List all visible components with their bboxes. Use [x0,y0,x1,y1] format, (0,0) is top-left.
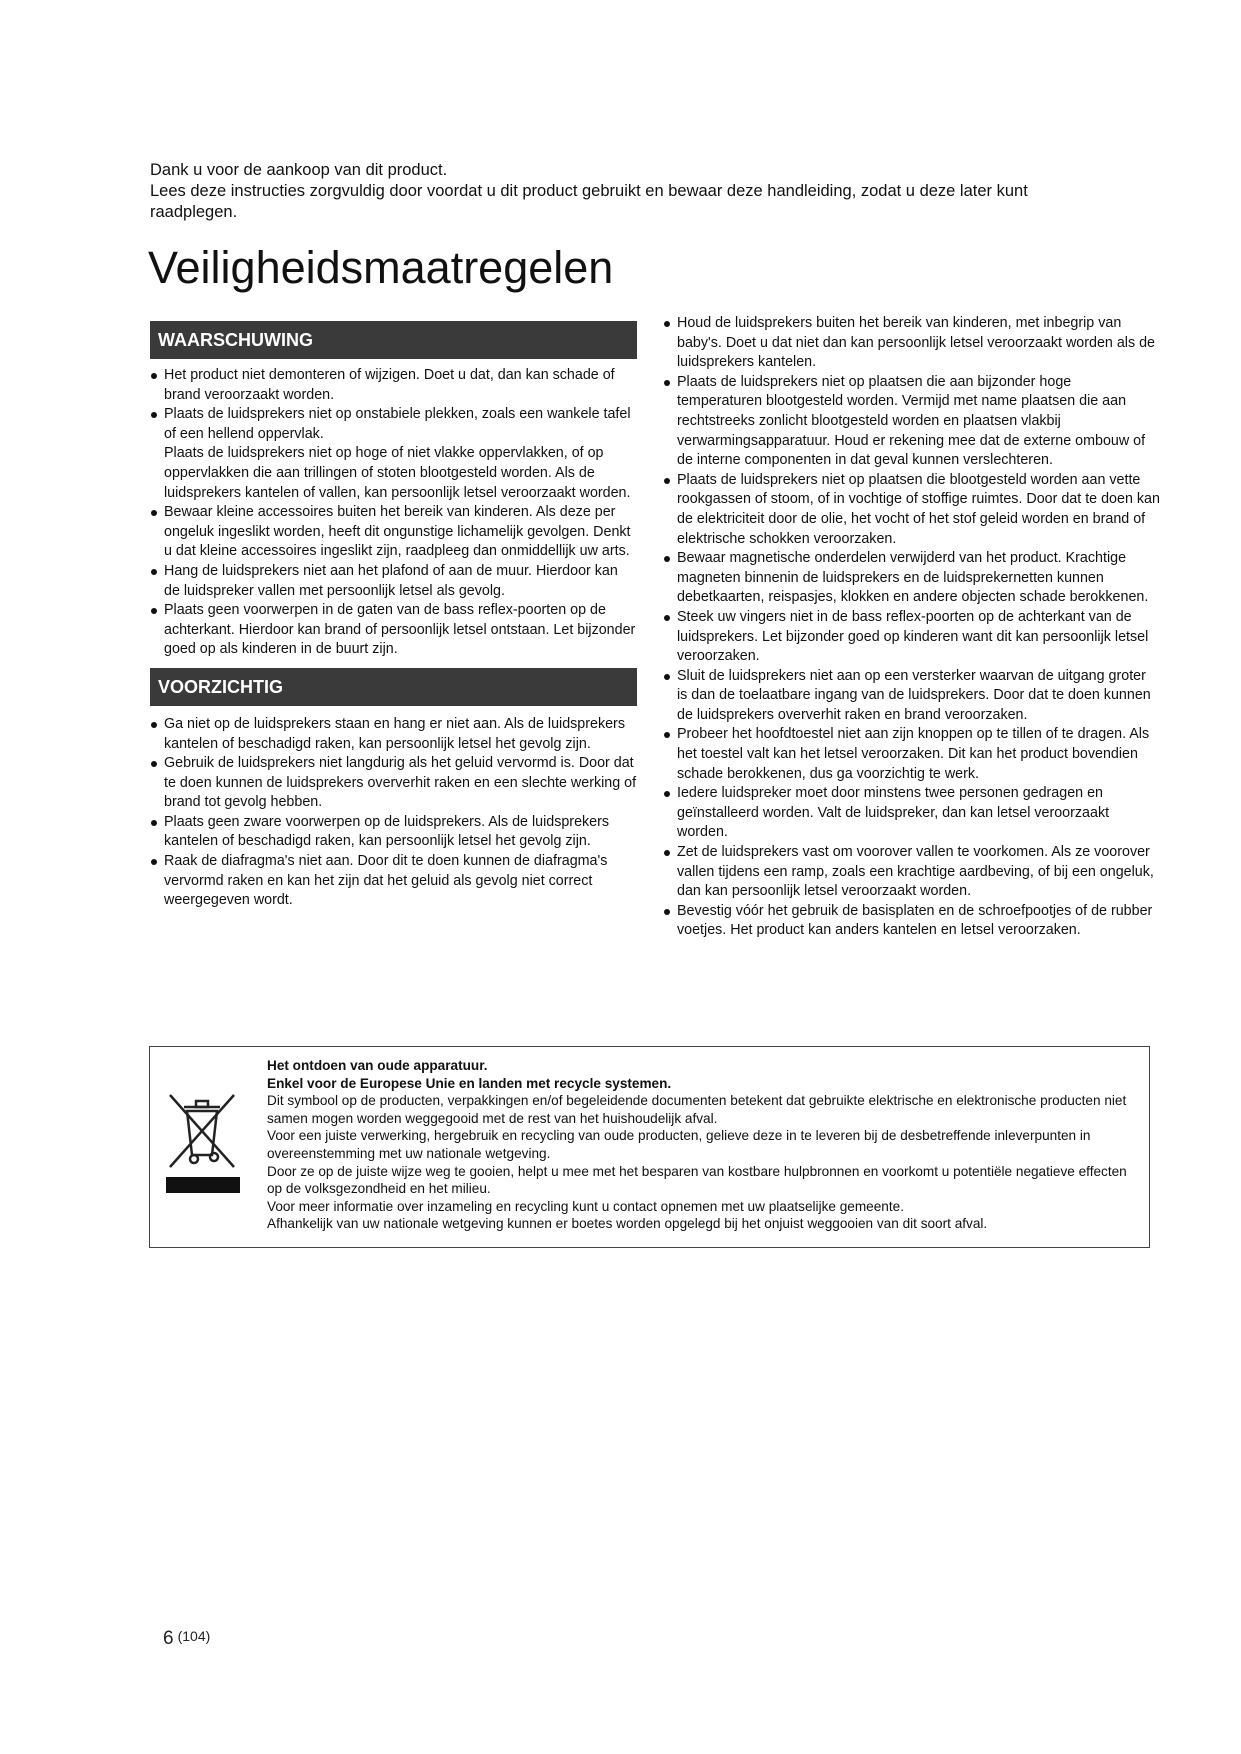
list-item: Probeer het hoofdtoestel niet aan zijn knoppen op te tillen of te dragen. Als het toestel valt kan het letsel veroorzaken. Dit kan het product bovendien schade berokkenen, dus ga voorzichtig te werk. [663,725,1160,784]
caution-heading: VOORZICHTIG [150,668,637,706]
list-item: Bewaar kleine accessoires buiten het bereik van kinderen. Als deze per ongeluk ingeslikt worden, heeft dit ongunstige lichamelijk gevolgen. Denkt u dat kleine accessoires ingeslikt zijn, raadpleeg dan onmiddellijk uw arts. [150,503,637,562]
right-column [663,314,1160,941]
list-item: Gebruik de luidsprekers niet langdurig als het geluid vervormd is. Door dat te doen kunnen de luidsprekers oververhit raken en een slechte werking of brand tot gevolg hebben. [150,754,637,813]
list-item: Houd de luidsprekers buiten het bereik van kinderen, met inbegrip van baby's. Doet u dat niet dan kan persoonlijk letsel veroorzaakt worden als de luidsprekers kantelen. [663,314,1160,373]
disposal-paragraph: Voor meer informatie over inzameling en recycling kunt u contact opnemen met uw plaatselijke gemeente. [267,1198,904,1214]
page-number [163,1628,210,1650]
list-item: Plaats de luidsprekers niet op plaatsen die blootgesteld worden aan vette rookgassen of stoom, of in vochtige of stoffige ruimtes. Door dat te doen kan de elektriciteit door de olie, het vocht of het stof geleid worden en brand of elektrische schokken veroorzaken. [663,471,1160,549]
page-number-main: 6 [163,1628,174,1649]
disposal-paragraph: Afhankelijk van uw nationale wetgeving kunnen er boetes worden opgelegd bij het onjuist weggooien van dit soort afval. [267,1216,988,1232]
disposal-heading-1: Het ontdoen van oude apparatuur. [267,1058,488,1073]
list-item: Plaats geen zware voorwerpen op de luidsprekers. Als de luidsprekers kantelen of beschadigd raken, kan persoonlijk letsel het gevolg zijn. [150,813,637,852]
disposal-text [267,1057,1142,1233]
disposal-paragraph: Door ze op de juiste wijze weg te gooien, helpt u mee met het besparen van kostbare hulpbronnen en voorkomt u potentiële negatieve effecten op de volksgezondheid en het milieu. [267,1163,1127,1197]
disposal-paragraph: Voor een juiste verwerking, hergebruik en recycling van oude producten, gelieve deze in te leveren bij de desbetreffende inleverpunten in overeenstemming met uw nationale wetgeving. [267,1128,1091,1161]
disposal-paragraph: Dit symbool op de producten, verpakkingen en/of begeleidende documenten betekent dat gebruikte elektrische en elektronische producten niet samen mogen worden weggegooid met de rest van het huishoudelijk afval. [267,1093,1127,1126]
list-item: Zet de luidsprekers vast om voorover vallen te voorkomen. Als ze voorover vallen tijdens een ramp, zoals een krachtige aardbeving, of bij een ongeluk, dan kan persoonlijk letsel veroorzaakt worden. [663,843,1160,902]
intro-line-1: Dank u voor de aankoop van dit product. [150,161,448,179]
list-item-continuation: Plaats de luidsprekers niet op hoge of niet vlakke oppervlakken, of op oppervlakken die aan trillingen of stoten blootgesteld worden. Als de luidsprekers kantelen of vallen, kan persoonlijk letsel veroorzaakt worden. [164,445,631,501]
left-column [150,321,637,911]
list-item: Ga niet op de luidsprekers staan en hang er niet aan. Als de luidsprekers kantelen of beschadigd raken, kan persoonlijk letsel het gevolg zijn. [150,715,637,754]
list-item: Plaats de luidsprekers niet op onstabiele plekken, zoals een wankele tafel of een hellend oppervlak. Plaats de luidsprekers niet op hoge of niet vlakke oppervlakken, of op oppervlakken die aan trillingen of stoten blootgesteld worden. Als de luidsprekers kantelen of vallen, kan persoonlijk letsel veroorzaakt worden. [150,405,637,503]
list-item: Bewaar magnetische onderdelen verwijderd van het product. Krachtige magneten binnenin de luidsprekers en de luidsprekernetten kunnen debetkaarten, reispasjes, klokken en andere objecten schade berokkenen. [663,549,1160,608]
list-item: Hang de luidsprekers niet aan het plafond of aan de muur. Hierdoor kan de luidspreker vallen met persoonlijk letsel als gevolg. [150,562,637,601]
list-item: Iedere luidspreker moet door minstens twee personen gedragen en geïnstalleerd worden. Valt de luidspreker, dan kan letsel veroorzaakt worden. [663,784,1160,843]
caution-list [150,715,637,911]
list-item: Plaats geen voorwerpen in de gaten van de bass reflex-poorten op de achterkant. Hierdoor kan brand of persoonlijk letsel ontstaan. Let bijzonder goed op als kinderen in de buurt zijn. [150,601,637,660]
right-list [663,314,1160,941]
list-item: Sluit de luidsprekers niet aan op een versterker waarvan de uitgang groter is dan de toelaatbare ingang van de luidsprekers. Door dat te doen kunnen de luidsprekers oververhit raken en brand veroorzaken. [663,667,1160,726]
list-item: Steek uw vingers niet in de bass reflex-poorten op de achterkant van de luidsprekers. Let bijzonder goed op kinderen want dit kan persoonlijk letsel veroorzaken. [663,608,1160,667]
list-item: Bevestig vóór het gebruik de basisplaten en de schroefpootjes of de rubber voetjes. Het product kan anders kantelen en letsel veroorzaken. [663,902,1160,941]
crossed-out-bin-icon [162,1085,242,1195]
list-item: Raak de diafragma's niet aan. Door dit te doen kunnen de diafragma's vervormd raken en kan het zijn dat het geluid als gevolg niet correct weergegeven wordt. [150,852,637,911]
warning-list [150,366,637,660]
page-number-total: (104) [177,1628,211,1644]
disposal-heading-2: Enkel voor de Europese Unie en landen met recycle systemen. [267,1075,672,1091]
list-item: Het product niet demonteren of wijzigen. Doet u dat, dan kan schade of brand veroorzaakt worden. [150,366,637,405]
warning-heading: WAARSCHUWING [150,321,637,359]
list-item: Plaats de luidsprekers niet op plaatsen die aan bijzonder hoge temperaturen blootgesteld worden. Vermijd met name plaatsen die aan rechtstreeks zonlicht blootgesteld worden en plaatsen vlakbij verwarmingsapparatuur. Houd er rekening mee dat de externe ombouw of de interne componenten in dat geval kunnen verslechteren. [663,373,1160,471]
intro-line-2: Lees deze instructies zorgvuldig door voordat u dit product gebruikt en bewaar deze handleiding, zodat u deze later kunt raadplegen. [150,182,1028,221]
page-title: Veiligheidsmaatregelen [148,242,614,293]
intro [150,160,1100,223]
disposal-notice [149,1046,1150,1248]
